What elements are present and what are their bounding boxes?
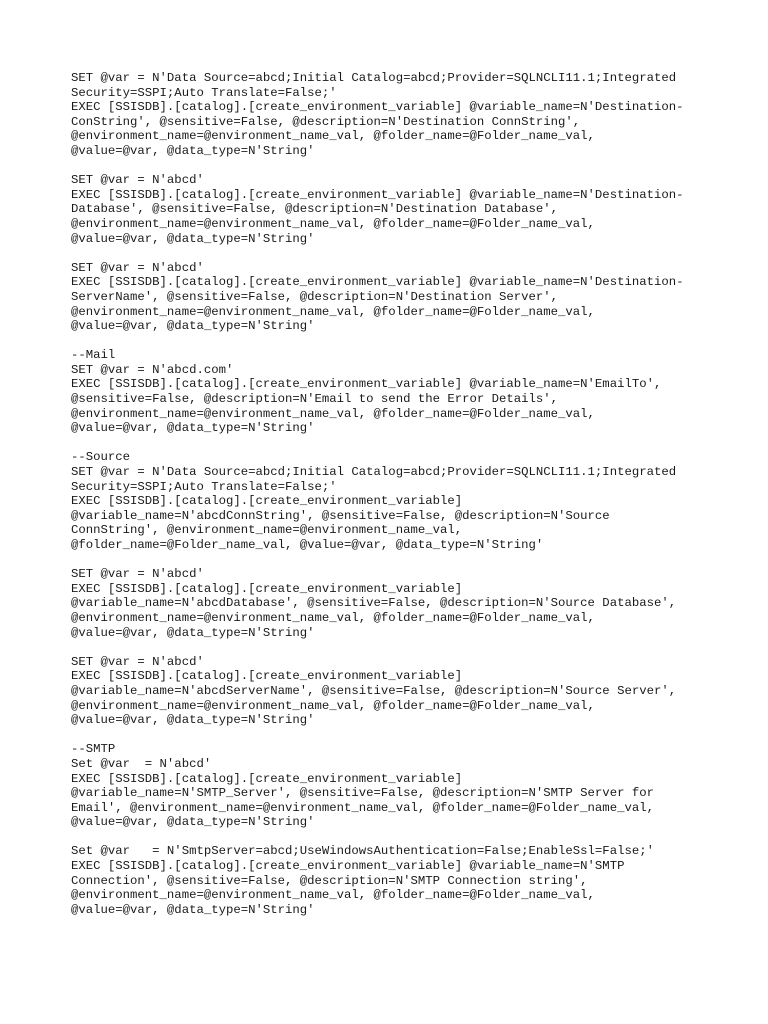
document-page [71, 71, 731, 932]
code-block-smtp-connection [71, 844, 731, 917]
code-line: @folder_name=@Folder_name_val, @value=@var, @data_type=N'String' [71, 538, 544, 552]
code-line: @value=@var, @data_type=N'String' [71, 421, 315, 436]
code-line: @variable_name=N'abcdServerName', @sensitive=False, @description=N'Source Server', [71, 683, 677, 698]
code-block-destination-servername [71, 261, 731, 334]
code-comment: --Source [71, 450, 131, 465]
code-line: @environment_name=@environment_name_val, @folder_name=@Folder_name_val, [71, 406, 595, 421]
code-line: @value=@var, @data_type=N'String' [71, 231, 315, 246]
code-block-source-database [71, 567, 731, 640]
code-line: Email', @environment_name=@environment_name_val, @folder_name=@Folder_name_val, [71, 800, 654, 815]
code-line: EXEC [SSISDB].[catalog].[create_environment_variable] [71, 669, 463, 684]
code-line: SET @var = N'abcd' [71, 260, 204, 275]
code-block-source-servername [71, 655, 731, 728]
code-line: Security=SSPI;Auto Translate=False;' [71, 85, 337, 100]
code-line: @value=@var, @data_type=N'String' [71, 902, 315, 917]
code-line: SET @var = N'abcd' [71, 567, 204, 582]
code-line: SET @var = N'abcd' [71, 173, 204, 188]
code-line: SET @var = N'abcd.com' [71, 362, 234, 377]
code-line: EXEC [SSISDB].[catalog].[create_environment_variable] @variable_name=N'EmailTo', [71, 377, 662, 392]
code-line: Database', @sensitive=False, @description=N'Destination Database', [71, 202, 559, 217]
code-line: SET @var = N'abcd' [71, 654, 204, 669]
code-block-source-connstring [71, 450, 731, 552]
code-line: @variable_name=N'abcdDatabase', @sensitive=False, @description=N'Source Database', [71, 596, 677, 611]
code-line: Set @var = N'SmtpServer=abcd;UseWindowsAuthentication=False;EnableSsl=False;' [71, 844, 654, 859]
code-line: EXEC [SSISDB].[catalog].[create_environment_variable] [71, 771, 463, 786]
code-line: SET @var = N'Data Source=abcd;Initial Catalog=abcd;Provider=SQLNCLI11.1;Integrated [71, 465, 677, 480]
code-line: @variable_name=N'SMTP_Server', @sensitive=False, @description=N'SMTP Server for [71, 786, 654, 801]
code-line: SET @var = N'Data Source=abcd;Initial Catalog=abcd;Provider=SQLNCLI11.1;Integrated [71, 71, 677, 85]
code-line: @environment_name=@environment_name_val, @folder_name=@Folder_name_val, [71, 888, 595, 903]
code-line: @environment_name=@environment_name_val, @folder_name=@Folder_name_val, [71, 216, 595, 231]
code-line: @value=@var, @data_type=N'String' [71, 143, 315, 158]
code-line: ServerName', @sensitive=False, @description=N'Destination Server', [71, 289, 559, 304]
code-line: EXEC [SSISDB].[catalog].[create_environment_variable] @variable_name=N'Destination- [71, 275, 684, 290]
code-line: ConString', @sensitive=False, @description=N'Destination ConnString', [71, 114, 581, 129]
code-line: Security=SSPI;Auto Translate=False;' [71, 479, 337, 494]
code-line: @value=@var, @data_type=N'String' [71, 625, 315, 640]
code-comment: --SMTP [71, 742, 116, 757]
code-line: Set @var = N'abcd' [71, 756, 212, 771]
code-line: EXEC [SSISDB].[catalog].[create_environment_variable] [71, 494, 463, 509]
code-line: @value=@var, @data_type=N'String' [71, 815, 315, 830]
code-line: @environment_name=@environment_name_val, @folder_name=@Folder_name_val, [71, 129, 595, 144]
code-line: EXEC [SSISDB].[catalog].[create_environment_variable] [71, 581, 463, 596]
code-line: EXEC [SSISDB].[catalog].[create_environment_variable] @variable_name=N'Destination- [71, 187, 684, 202]
code-block-smtp-server [71, 742, 731, 830]
code-line: Connection', @sensitive=False, @description=N'SMTP Connection string', [71, 873, 588, 888]
code-line: @environment_name=@environment_name_val, @folder_name=@Folder_name_val, [71, 698, 595, 713]
code-line: @variable_name=N'abcdConnString', @sensitive=False, @description=N'Source [71, 508, 610, 523]
code-block-mail [71, 348, 731, 436]
code-comment: --Mail [71, 348, 116, 363]
code-block-destination-database [71, 173, 731, 246]
code-line: ConnString', @environment_name=@environment_name_val, [71, 523, 463, 538]
code-line: @value=@var, @data_type=N'String' [71, 713, 315, 728]
code-line: @environment_name=@environment_name_val, @folder_name=@Folder_name_val, [71, 610, 595, 625]
code-line: @environment_name=@environment_name_val, @folder_name=@Folder_name_val, [71, 304, 595, 319]
code-line: EXEC [SSISDB].[catalog].[create_environment_variable] @variable_name=N'SMTP [71, 859, 625, 874]
code-line: @value=@var, @data_type=N'String' [71, 319, 315, 334]
code-line: EXEC [SSISDB].[catalog].[create_environment_variable] @variable_name=N'Destination- [71, 100, 684, 115]
code-line: @sensitive=False, @description=N'Email to send the Error Details', [71, 392, 559, 407]
code-block-destination-connstring [71, 71, 731, 159]
